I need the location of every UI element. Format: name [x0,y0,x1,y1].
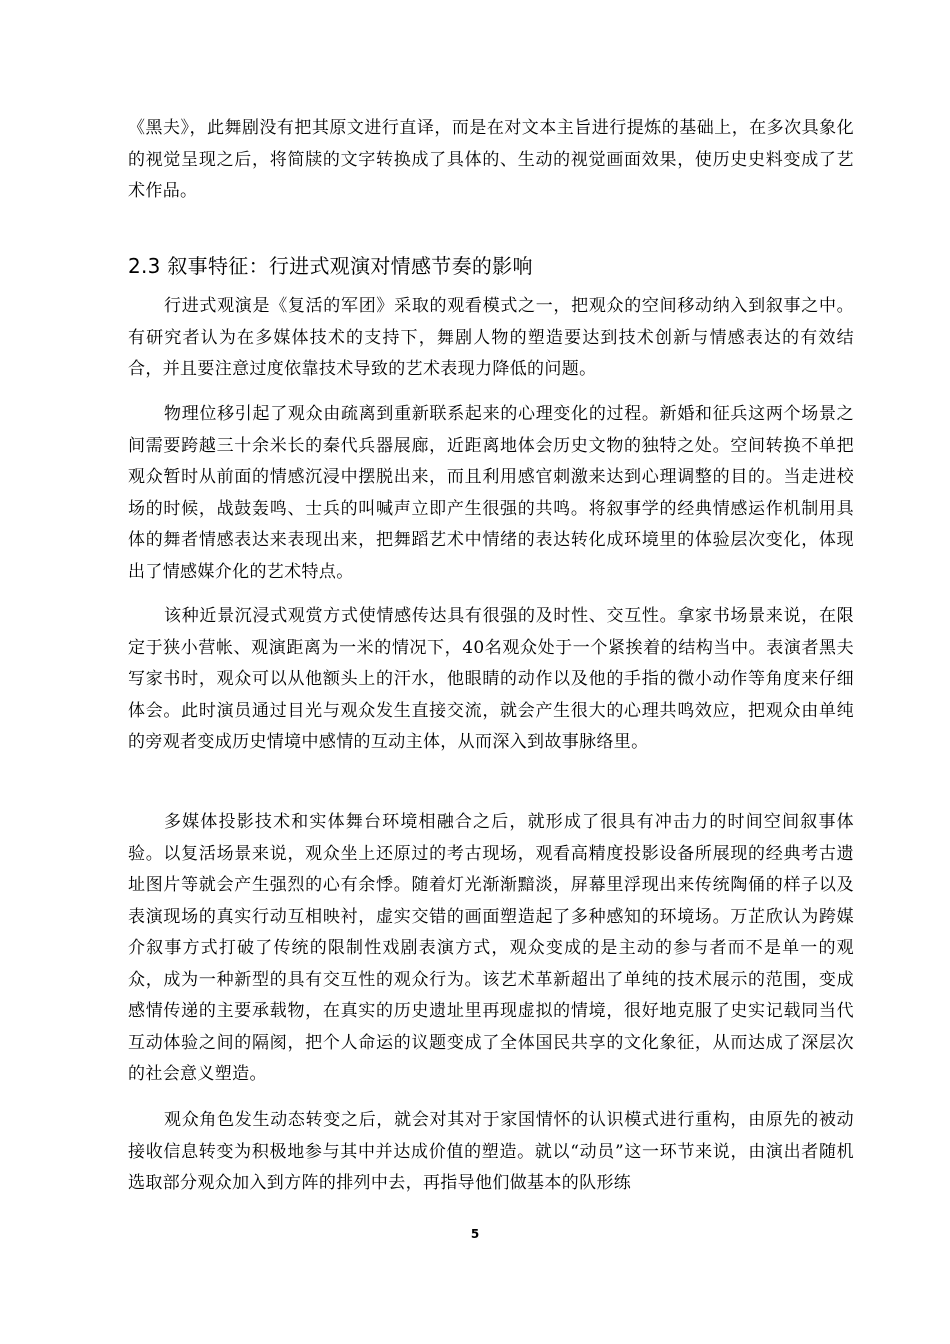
section-heading: 2.3 叙事特征：行进式观演对情感节奏的影响 [128,254,533,278]
body-paragraph: 物理位移引起了观众由疏离到重新联系起来的心理变化的过程。新婚和征兵这两个场景之间需要跨越三十余米长的秦代兵器展廊，近距离地体会历史文物的独特之处。空间转换不单把观众暂时从前面的情感沉浸中摆脱出来，而且利用感官刺激来达到心理调整的目的。当走进校场的时候，战鼓轰鸣、士兵的叫喊声立即产生很强的共鸣。将叙事学的经典情感运作机制用具体的舞者情感表达来表现出来，把舞蹈艺术中情绪的表达转化成环境里的体验层次变化，体现出了情感媒介化的艺术特点。 [128,404,854,582]
body-paragraph: 观众角色发生动态转变之后，就会对其对于家国情怀的认识模式进行重构，由原先的被动接收信息转变为积极地参与其中并达成价值的塑造。就以“动员”这一环节来说，由演出者随机选取部分观众加入到方阵的排列中去，再指导他们做基本的队形练 [128,1110,854,1193]
body-paragraph: 该种近景沉浸式观赏方式使情感传达具有很强的及时性、交互性。拿家书场景来说，在限定于狭小营帐、观演距离为一米的情况下，40名观众处于一个紧挨着的结构当中。表演者黑夫写家书时，观众可以从他额头上的汗水，他眼睛的动作以及他的手指的微小动作等角度来仔细体会。此时演员通过目光与观众发生直接交流，就会产生很大的心理共鸣效应，把观众由单纯的旁观者变成历史情境中感情的互动主体，从而深入到故事脉络里。 [128,606,854,752]
body-paragraph: 《黑夫》，此舞剧没有把其原文进行直译，而是在对文本主旨进行提炼的基础上，在多次具象化的视觉呈现之后，将简牍的文字转换成了具体的、生动的视觉画面效果，使历史史料变成了艺术作品。 [128,118,854,201]
page-number: 5 [470,1227,480,1241]
body-paragraph: 多媒体投影技术和实体舞台环境相融合之后，就形成了很具有冲击力的时间空间叙事体验。以复活场景来说，观众坐上还原过的考古现场，观看高精度投影设备所展现的经典考古遗址图片等就会产生强烈的心有余悸。随着灯光渐渐黯淡，屏幕里浮现出来传统陶俑的样子以及表演现场的真实行动互相映衬，虚实交错的画面塑造起了多种感知的环境场。万芷欣认为跨媒介叙事方式打破了传统的限制性戏剧表演方式，观众变成的是主动的参与者而不是单一的观众，成为一种新型的具有交互性的观众行为。该艺术革新超出了单纯的技术展示的范围，变成感情传递的主要承载物，在真实的历史遗址里再现虚拟的情境，很好地克服了史实记载同当代互动体验之间的隔阂，把个人命运的议题变成了全体国民共享的文化象征，从而达成了深层次的社会意义塑造。 [128,812,854,1084]
body-paragraph: 行进式观演是《复活的军团》采取的观看模式之一，把观众的空间移动纳入到叙事之中。有研究者认为在多媒体技术的支持下，舞剧人物的塑造要达到技术创新与情感表达的有效结合，并且要注意过度依靠技术导致的艺术表现力降低的问题。 [128,296,854,379]
